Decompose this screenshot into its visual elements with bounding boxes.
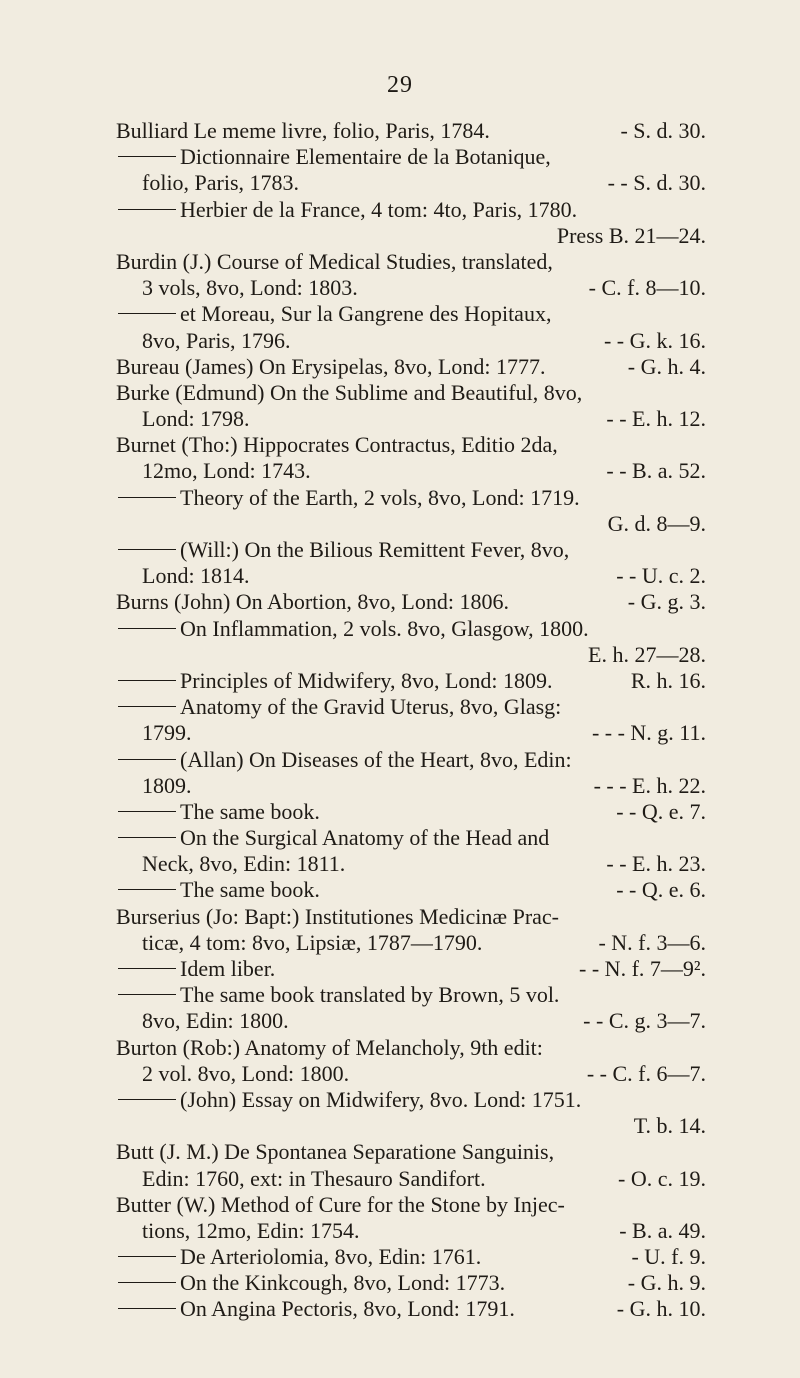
catalog-line [116, 694, 706, 720]
ditto-rule [118, 1099, 176, 1100]
shelf-mark: - O. c. 19. [618, 1165, 706, 1191]
ditto-rule [118, 1282, 176, 1283]
catalog-line [116, 406, 706, 432]
entry-text: On Inflammation, 2 vols. 8vo, Glasgow, 1800. [180, 615, 589, 641]
catalog-line [116, 1166, 706, 1192]
entry-text: Anatomy of the Gravid Uterus, 8vo, Glasg: [180, 694, 562, 720]
entry-text: Butter (W.) Method of Cure for the Stone by Injec- [116, 1191, 565, 1217]
entry-text: 2 vol. 8vo, Lond: 1800. [142, 1060, 350, 1086]
shelf-mark: - G. h. 9. [627, 1270, 706, 1296]
catalog-line [116, 354, 706, 380]
ditto-rule [118, 497, 176, 498]
catalog-line [116, 328, 706, 354]
shelf-mark: - - - N. g. 11. [591, 720, 706, 746]
catalog-line [116, 668, 706, 694]
ditto-rule [118, 680, 176, 681]
entry-text: The same book. [180, 798, 320, 824]
entry-text: Lond: 1814. [142, 563, 250, 589]
shelf-mark: - - G. k. 16. [603, 327, 706, 353]
shelf-mark: - G. h. 10. [616, 1296, 706, 1322]
catalog-line [116, 1139, 706, 1165]
catalog-line [116, 1087, 706, 1113]
entry-text: 1809. [142, 772, 192, 798]
entry-text: Burke (Edmund) On the Sublime and Beautiful, 8vo, [116, 379, 583, 405]
entry-text: 8vo, Edin: 1800. [142, 1008, 289, 1034]
catalog-line [116, 877, 706, 903]
shelf-mark: - S. d. 30. [620, 118, 706, 143]
ditto-rule [118, 706, 176, 707]
shelf-mark: - U. f. 9. [631, 1244, 706, 1270]
catalog-line [116, 1218, 706, 1244]
ditto-rule [118, 156, 176, 157]
catalog-line [116, 616, 706, 642]
entry-text: folio, Paris, 1783. [142, 170, 300, 196]
catalog-line [116, 825, 706, 851]
entry-text: Burton (Rob:) Anatomy of Melancholy, 9th edit: [116, 1034, 543, 1060]
catalog-line [116, 170, 706, 196]
ditto-rule [118, 209, 176, 210]
ditto-rule [118, 1256, 176, 1257]
shelf-mark: - N. f. 3—6. [598, 929, 706, 955]
shelf-mark: - - C. g. 3—7. [583, 1008, 706, 1034]
ditto-rule [118, 837, 176, 838]
catalog-line [116, 144, 706, 170]
ditto-rule [118, 811, 176, 812]
entry-text: ticæ, 4 tom: 8vo, Lipsiæ, 1787—1790. [142, 929, 483, 955]
catalog-line [116, 930, 706, 956]
catalog-line [116, 1244, 706, 1270]
ditto-rule [118, 759, 176, 760]
shelf-mark: E. h. 27—28. [588, 641, 706, 667]
catalog-line [116, 589, 706, 615]
catalog-line [116, 851, 706, 877]
catalog-line [116, 485, 706, 511]
shelf-mark: - - Q. e. 7. [616, 798, 706, 824]
catalog-line [116, 1296, 706, 1322]
catalog-line [116, 773, 706, 799]
catalog-line [116, 301, 706, 327]
catalog-line [116, 1192, 706, 1218]
shelf-mark: - - Q. e. 6. [616, 877, 706, 903]
entry-text: On the Kinkcough, 8vo, Lond: 1773. [180, 1270, 506, 1296]
catalog-entries [116, 118, 706, 1323]
ditto-rule [118, 628, 176, 629]
entry-text: Lond: 1798. [142, 406, 250, 432]
entry-text: The same book. [180, 877, 320, 903]
entry-text: 12mo, Lond: 1743. [142, 458, 311, 484]
entry-text: Theory of the Earth, 2 vols, 8vo, Lond: 1719. [180, 484, 580, 510]
shelf-mark: - - E. h. 23. [606, 851, 706, 877]
catalog-line [116, 511, 706, 537]
catalog-line [116, 720, 706, 746]
catalog-line [116, 118, 706, 144]
catalog-line [116, 380, 706, 406]
entry-text: De Arteriolomia, 8vo, Edin: 1761. [180, 1244, 482, 1270]
catalog-line [116, 537, 706, 563]
entry-text: Edin: 1760, ext: in Thesauro Sandifort. [142, 1165, 486, 1191]
shelf-mark: - G. h. 4. [627, 353, 706, 379]
ditto-rule [118, 549, 176, 550]
entry-text: Neck, 8vo, Edin: 1811. [142, 851, 346, 877]
entry-text: tions, 12mo, Edin: 1754. [142, 1217, 360, 1243]
shelf-mark: - - - E. h. 22. [593, 772, 706, 798]
catalog-line [116, 249, 706, 275]
catalog-line [116, 799, 706, 825]
shelf-mark: - C. f. 8—10. [588, 275, 706, 301]
catalog-line [116, 197, 706, 223]
catalog-line [116, 1270, 706, 1296]
shelf-mark: Press B. 21—24. [556, 222, 706, 248]
entry-text: Bulliard Le meme livre, folio, Paris, 1784. [116, 118, 490, 143]
catalog-line [116, 563, 706, 589]
entry-text: Burdin (J.) Course of Medical Studies, translated, [116, 248, 553, 274]
shelf-mark: R. h. 16. [630, 667, 706, 693]
catalog-line [116, 904, 706, 930]
shelf-mark: G. d. 8—9. [607, 510, 706, 536]
entry-text: On the Surgical Anatomy of the Head and [180, 825, 550, 851]
ditto-rule [118, 313, 176, 314]
entry-text: 1799. [142, 720, 192, 746]
catalog-line [116, 1061, 706, 1087]
entry-text: Herbier de la France, 4 tom: 4to, Paris, 1780. [180, 196, 578, 222]
entry-text: Butt (J. M.) De Spontanea Separatione Sanguinis, [116, 1139, 555, 1165]
entry-text: On Angina Pectoris, 8vo, Lond: 1791. [180, 1296, 515, 1322]
catalog-line [116, 1113, 706, 1139]
entry-text: Principles of Midwifery, 8vo, Lond: 1809. [180, 667, 553, 693]
catalog-line [116, 1008, 706, 1034]
catalog-line [116, 747, 706, 773]
catalog-line [116, 223, 706, 249]
shelf-mark: - - E. h. 12. [606, 406, 706, 432]
entry-text: Burns (John) On Abortion, 8vo, Lond: 1806. [116, 589, 509, 615]
catalog-line [116, 982, 706, 1008]
ditto-rule [118, 1308, 176, 1309]
entry-text: (Allan) On Diseases of the Heart, 8vo, Edin: [180, 746, 572, 772]
catalog-line [116, 642, 706, 668]
catalog-line [116, 458, 706, 484]
entry-text: Burnet (Tho:) Hippocrates Contractus, Editio 2da, [116, 432, 558, 458]
page-number: 29 [387, 72, 413, 98]
shelf-mark: - - S. d. 30. [607, 170, 706, 196]
ditto-rule [118, 968, 176, 969]
entry-text: (Will:) On the Bilious Remittent Fever, 8vo, [180, 537, 570, 562]
catalog-line [116, 432, 706, 458]
ditto-rule [118, 994, 176, 995]
shelf-mark: T. b. 14. [633, 1113, 706, 1139]
entry-text: Idem liber. [180, 956, 276, 981]
shelf-mark: - - C. f. 6—7. [586, 1060, 706, 1086]
catalog-line [116, 275, 706, 301]
shelf-mark: - B. a. 49. [619, 1217, 706, 1243]
catalog-line [116, 956, 706, 982]
entry-text: 8vo, Paris, 1796. [142, 327, 291, 353]
entry-text: 3 vols, 8vo, Lond: 1803. [142, 275, 358, 301]
shelf-mark: - - U. c. 2. [616, 563, 706, 589]
shelf-mark: - - N. f. 7—9². [579, 956, 706, 981]
entry-text: (John) Essay on Midwifery, 8vo. Lond: 1751. [180, 1086, 582, 1112]
entry-text: et Moreau, Sur la Gangrene des Hopitaux, [180, 301, 552, 327]
ditto-rule [118, 889, 176, 890]
entry-text: Burserius (Jo: Bapt:) Institutiones Medicinæ Prac- [116, 903, 559, 929]
shelf-mark: - - B. a. 52. [606, 458, 706, 484]
entry-text: Dictionnaire Elementaire de la Botanique, [180, 144, 551, 170]
shelf-mark: - G. g. 3. [627, 589, 706, 615]
entry-text: Bureau (James) On Erysipelas, 8vo, Lond: 1777. [116, 353, 546, 379]
catalog-line [116, 1035, 706, 1061]
entry-text: The same book translated by Brown, 5 vol. [180, 982, 560, 1008]
